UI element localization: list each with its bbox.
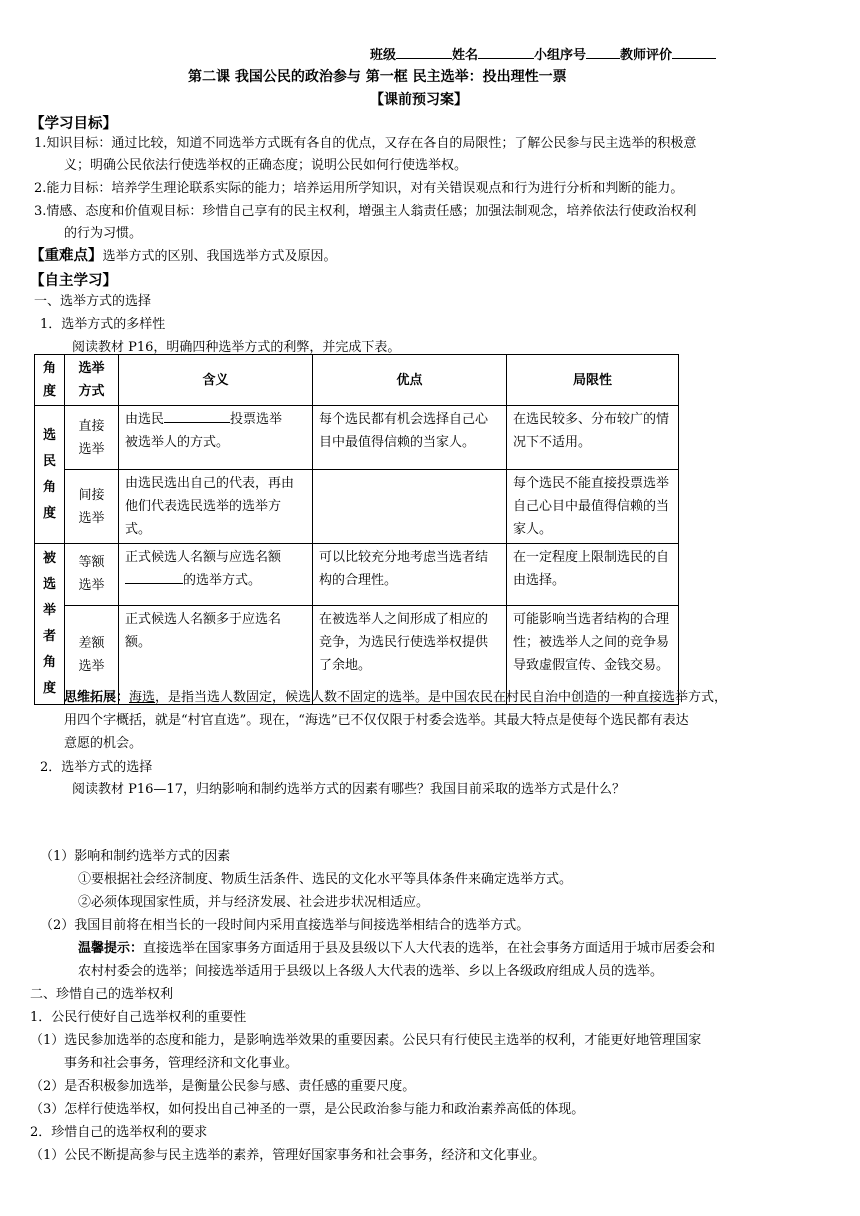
diff-meaning: 正式候选人名额多于应选名额。 [119,605,313,704]
group-label: 小组序号 [534,48,587,63]
election-methods-table [34,354,679,705]
goal-3-line-2: 的行为习惯。 [64,226,143,241]
angle-elected: 被 选 举 者 角 度 [35,544,65,705]
goals-heading: 【学习目标】 [30,116,117,132]
table-row [35,470,679,544]
goal-1-line-1: 1.知识目标：通过比较，知道不同选举方式既有各自的优点，又存在各自的局限性；了解公民参与民主选举的积极意 [34,136,697,151]
section-1-title: 一、选举方式的选择 [34,294,152,309]
page-subtitle: 【课前预习案】 [370,92,468,108]
tip-label: 温馨提示： [78,941,144,956]
class-blank[interactable] [396,46,452,59]
importance-3: （3）怎样行使选举权，如何投出自己神圣的一票，是公民政治参与能力和政治素养高低的体现。 [30,1102,585,1117]
indirect-advantage[interactable] [313,470,507,544]
goal-3-line-1: 3.情感、态度和价值观目标：珍惜自己享有的民主权利，增强主人翁责任感；加强法制观念，培养依法行使政治权利 [34,204,697,219]
indirect-meaning: 由选民选出自己的代表，再由他们代表选民选举的选举方式。 [119,470,313,544]
key-text: 选举方式的区别、我国选举方式及原因。 [102,249,337,264]
importance-1-line-2: 事务和社会事务，管理经济和文化事业。 [64,1056,299,1071]
equal-limitation: 在一定程度上限制选民的自由选择。 [507,544,679,606]
self-study-heading: 【自主学习】 [30,273,117,289]
direct-advantage: 每个选民都有机会选择自己心目中最值得信赖的当家人。 [313,406,507,470]
direct-limitation: 在选民较多、分布较广的情况下不适用。 [507,406,679,470]
teacher-label: 教师评价 [620,48,673,63]
method-indirect: 间接 选举 [65,470,119,544]
indirect-limitation: 每个选民不能直接投票选举自己心目中最值得信赖的当家人。 [507,470,679,544]
equal-advantage: 可以比较充分地考虑当选者结构的合理性。 [313,544,507,606]
section-1-2-instruction: 阅读教材 P16—17，归纳影响和制约选举方式的因素有哪些？我国目前采取的选举方式是什么？ [72,782,625,797]
table-header-row [35,355,679,406]
tip-line-1: 温馨提示：直接选举在国家事务方面适用于县及县级以下人大代表的选举，在社会事务方面适用于城市居委会和 [78,941,716,956]
requirements-title: 2．珍惜自己的选举权利的要求 [30,1125,208,1140]
equal-meaning: 正式候选人名额与应选名额的选举方式。 [119,544,313,606]
header-limitation: 局限性 [507,355,679,406]
direct-meaning: 由选民 投票选举 被选举人的方式。 [119,406,313,470]
section-2-title: 二、珍惜自己的选举权利 [30,987,174,1002]
diff-advantage: 在被选举人之间形成了相应的竞争，为选民行使选举权提供了余地。 [313,605,507,704]
teacher-blank[interactable] [672,46,716,59]
think-term: 海选 [129,690,156,705]
page-title: 第二课 我国公民的政治参与 第一框 民主选举：投出理性一票 [188,69,567,85]
header-meaning: 含义 [119,355,313,406]
method-direct: 直接 选举 [65,406,119,470]
think-extension-line-2: 用四个字概括，就是“村官直选”。现在，“海选”已不仅仅限于村委会选举。其最大特点是使每个选民都有表达 [64,713,689,728]
header-method: 选举 方式 [65,355,119,406]
angle-voter: 选 民 角 度 [35,406,65,544]
current-method: （2）我国目前将在相当长的一段时间内采用直接选举与间接选举相结合的选举方式。 [40,918,530,933]
requirement-1: （1）公民不断提高参与民主选举的素养，管理好国家事务和社会事务，经济和文化事业。 [30,1148,546,1163]
method-differential: 差额 选举 [65,605,119,704]
factor-2: ②必须体现国家性质，并与经济发展、社会进步状况相适应。 [78,895,430,910]
importance-title: 1．公民行使好自己选举权利的重要性 [30,1010,247,1025]
tip-line-2: 农村村委会的选举；间接选举适用于县级以上各级人大代表的选举、乡以上各级政府组成人员的选举。 [78,964,664,979]
equal-blank[interactable] [125,571,183,584]
header-fields [370,44,716,63]
method-equal: 等额 选举 [65,544,119,606]
think-extension-line-3: 意愿的机会。 [64,736,143,751]
group-blank[interactable] [586,46,620,59]
name-label: 姓名 [452,48,479,63]
section-1-1-title: 1．选举方式的多样性 [40,317,166,332]
section-1-2-title: 2．选举方式的选择 [40,760,153,775]
class-label: 班级 [370,48,397,63]
header-angle: 角 度 [35,355,65,406]
table-row [35,544,679,606]
section-1-1-instruction: 阅读教材 P16，明确四种选举方式的利弊，并完成下表。 [72,340,401,355]
importance-1-line-1: （1）选民参加选举的态度和能力，是影响选举效果的重要因素。公民只有行使民主选举的权利，才能更好地管理国家 [30,1033,702,1048]
goal-1-line-2: 义；明确公民依法行使选举权的正确态度；说明公民如何行使选举权。 [64,158,468,173]
key-points [30,245,337,268]
name-blank[interactable] [478,46,534,59]
key-label: 【重难点】 [30,248,103,264]
think-label: 思维拓展： [64,690,130,705]
header-advantage: 优点 [313,355,507,406]
diff-limitation: 可能影响当选者结构的合理性；被选举人之间的竞争易导致虚假宣传、金钱交易。 [507,605,679,704]
importance-2: （2）是否积极参加选举，是衡量公民参与感、责任感的重要尺度。 [30,1079,416,1094]
factors-title: （1）影响和制约选举方式的因素 [40,849,231,864]
table-row [35,406,679,470]
direct-blank[interactable] [164,410,230,423]
think-extension-line-1: 思维拓展：海选，是指当选人数固定，候选人数不固定的选举。是中国农民在村民自治中创造的一种直接选举方式， [64,690,728,705]
goal-2: 2.能力目标：培养学生理论联系实际的能力；培养运用所学知识，对有关错误观点和行为进行分析和判断的能力。 [34,181,684,196]
factor-1: ①要根据社会经济制度、物质生活条件、选民的文化水平等具体条件来确定选举方式。 [78,872,573,887]
